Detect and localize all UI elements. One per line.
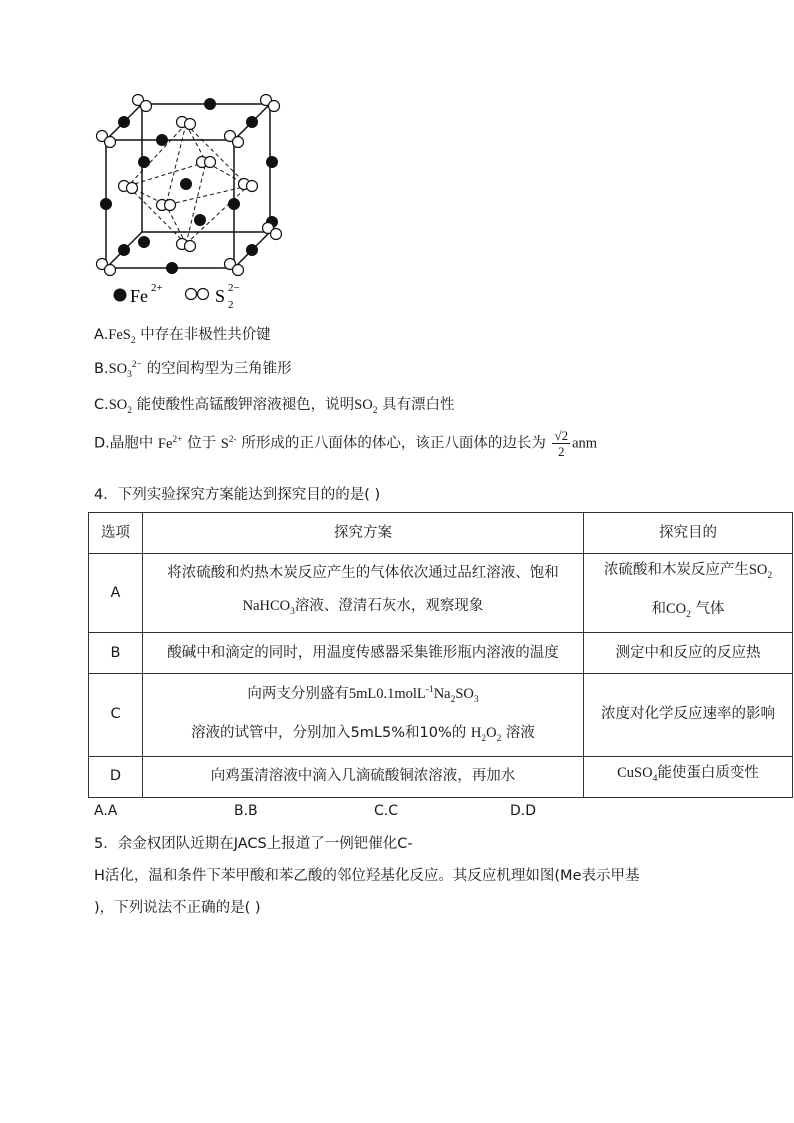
sqrt2-over-2-fraction: $\frac{√2}{2}$ xyxy=(554,428,569,459)
svg-text:2: 2 xyxy=(228,299,234,311)
experiment-table xyxy=(88,512,793,798)
choice-c[interactable]: C.C xyxy=(374,803,399,819)
question-5-line-3: )，下列说法不正确的是( ) xyxy=(94,900,261,916)
choice-b[interactable]: B.B xyxy=(234,803,258,819)
option-d: D.晶胞中 $Fe^{2+}$ 位于 $S^{2-}$ 所形成的正八面体的体心，该正八面体的边长为 $\frac{√2}{2}$ anm xyxy=(94,428,598,459)
table-row: A 将浓硫酸和灼热木炭反应产生的气体依次通过品红溶液、饱和 NaHCO$_3$溶液、澄清石灰水，观察现象 浓硫酸和木炭反应产生$SO_2$ 和$CO_2$ 气体 xyxy=(89,554,793,633)
question-5-line-1: 5．余金权团队近期在JACS上报道了一例钯催化C- xyxy=(94,836,413,852)
header-goal: 探究目的 xyxy=(584,513,793,554)
option-b: $B.SO_3^{2-}$ 的空间构型为三角锥形 xyxy=(94,360,292,380)
fes2-unit-cell-diagram xyxy=(88,92,288,312)
legend-fe-charge: 2+ xyxy=(151,282,163,294)
option-a: A.FeS$_2$ 中存在非极性共价键 xyxy=(94,327,271,346)
choice-a[interactable]: A.A xyxy=(94,803,118,819)
header-option: 选项 xyxy=(89,513,143,554)
option-c: $C.SO_2$ 能使酸性高锰酸钾溶液褪色，说明$SO_2$ 具有漂白性 xyxy=(94,397,455,416)
table-row: C 向两支分别盛有$5mL0.1molL^{-1}Na_2SO_3$ 溶液的试管中，分别加入5mL5%和10%的 $H_2O_2$ 溶液 浓度对化学反应速率的影响 xyxy=(89,674,793,757)
crystal-cell-figure xyxy=(88,92,288,316)
question-4-stem: 4．下列实验探究方案能达到探究目的的是( ) xyxy=(94,487,381,503)
legend-fe-label: Fe xyxy=(130,286,148,306)
question-5-line-2: H活化，温和条件下苯甲酸和苯乙酸的邻位羟基化反应。其反应机理如图(Me表示甲基 xyxy=(94,868,640,884)
legend-s-label: S xyxy=(215,286,226,306)
table-header-row xyxy=(89,513,793,554)
header-plan: 探究方案 xyxy=(143,513,584,554)
choice-d[interactable]: D.D xyxy=(510,803,537,819)
table-row: D 向鸡蛋清溶液中滴入几滴硫酸铜浓溶液，再加水 CuSO$_4$能使蛋白质变性 xyxy=(89,756,793,797)
svg-text:2−: 2− xyxy=(228,282,240,294)
table-row: B 酸碱中和滴定的同时，用温度传感器采集锥形瓶内溶液的温度 测定中和反应的反应热 xyxy=(89,633,793,674)
